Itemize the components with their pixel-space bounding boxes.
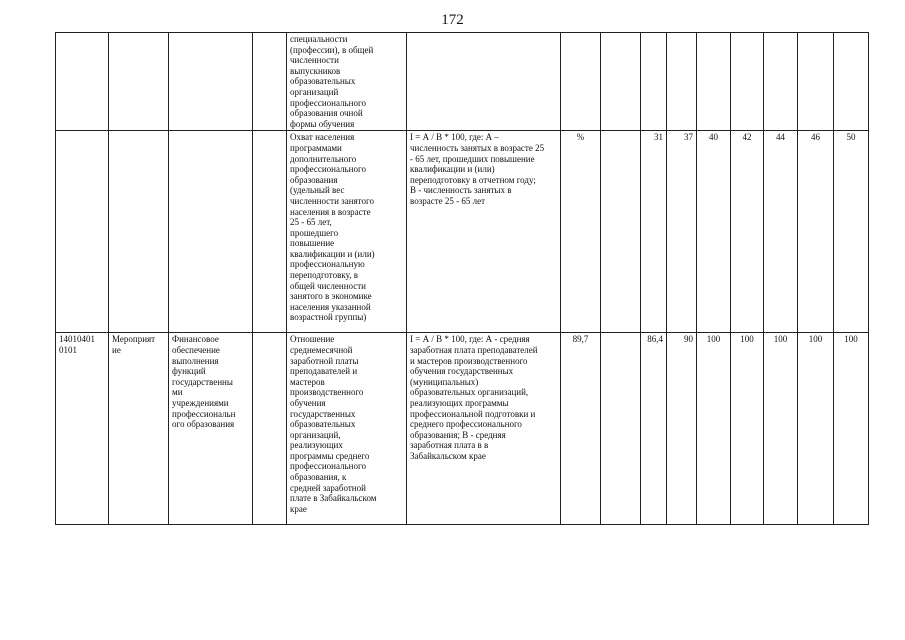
unit-cell: % [561, 131, 601, 333]
value-cell: 100 [764, 333, 798, 525]
value-cell [697, 33, 731, 131]
value-cell: 86,4 [641, 333, 667, 525]
empty-cell [253, 333, 287, 525]
value-cell: 31 [641, 131, 667, 333]
value-cell [731, 33, 764, 131]
value-cell: 90 [667, 333, 697, 525]
value-cell [667, 33, 697, 131]
code-cell: 14010401 0101 [56, 333, 109, 525]
value-cell [798, 33, 834, 131]
value-cell [764, 33, 798, 131]
code-cell [56, 33, 109, 131]
table-row [56, 131, 869, 333]
name-cell [169, 33, 253, 131]
empty-cell [253, 33, 287, 131]
value-cell: 46 [798, 131, 834, 333]
value-cell: 50 [834, 131, 869, 333]
page-number: 172 [441, 12, 464, 28]
table-row [56, 333, 869, 525]
indicator-cell: Отношение среднемесячной заработной платы преподавателей и мастеров производственного обучения государственных образовательных организаций, реализующих программы среднего профессионального образования, к средней заработной плате в Забайкальском крае [287, 333, 407, 525]
type-cell [109, 131, 169, 333]
code-cell [56, 131, 109, 333]
value-cell: 100 [697, 333, 731, 525]
value-cell: 100 [798, 333, 834, 525]
value-cell: 37 [667, 131, 697, 333]
name-cell: Финансовое обеспечение выполнения функций государственны ми учреждениями профессиональн ого образования [169, 333, 253, 525]
value-cell: 100 [834, 333, 869, 525]
value-cell [601, 131, 641, 333]
value-cell: 100 [731, 333, 764, 525]
unit-cell [561, 33, 601, 131]
value-cell [601, 333, 641, 525]
formula-cell: I = А / В * 100, где: А - средняя заработная плата преподавателей и мастеров производственного обучения государственных (муниципальных) образовательных организаций, реализующих программы профессиональной подготовки и среднего профессионального образования; В - средняя заработная плата в в Забайкальском крае [407, 333, 561, 525]
unit-cell: 89,7 [561, 333, 601, 525]
value-cell: 42 [731, 131, 764, 333]
value-cell [601, 33, 641, 131]
indicator-cell: Охват населения программами дополнительного профессионального образования (удельный вес численности занятого населения в возрасте 25 - 65 лет, прошедшего повышение квалификации и (или) профессиональную переподготовку, в общей численности занятого в экономике населения указанной возрастной группы) [287, 131, 407, 333]
name-cell [169, 131, 253, 333]
value-cell: 44 [764, 131, 798, 333]
value-cell [641, 33, 667, 131]
value-cell [834, 33, 869, 131]
indicators-table [55, 32, 869, 525]
indicator-cell: специальности (профессии), в общей численности выпускников образовательных организаций профессионального образования очной формы обучения [287, 33, 407, 131]
empty-cell [253, 131, 287, 333]
formula-cell [407, 33, 561, 131]
table-row [56, 33, 869, 131]
value-cell: 40 [697, 131, 731, 333]
type-cell: Мероприят ие [109, 333, 169, 525]
type-cell [109, 33, 169, 131]
formula-cell: I = А / В * 100, где: А – численность занятых в возрасте 25 - 65 лет, прошедших повышение квалификации и (или) переподготовку в отчетном году; В - численность занятых в возрасте 25 - 65 лет [407, 131, 561, 333]
